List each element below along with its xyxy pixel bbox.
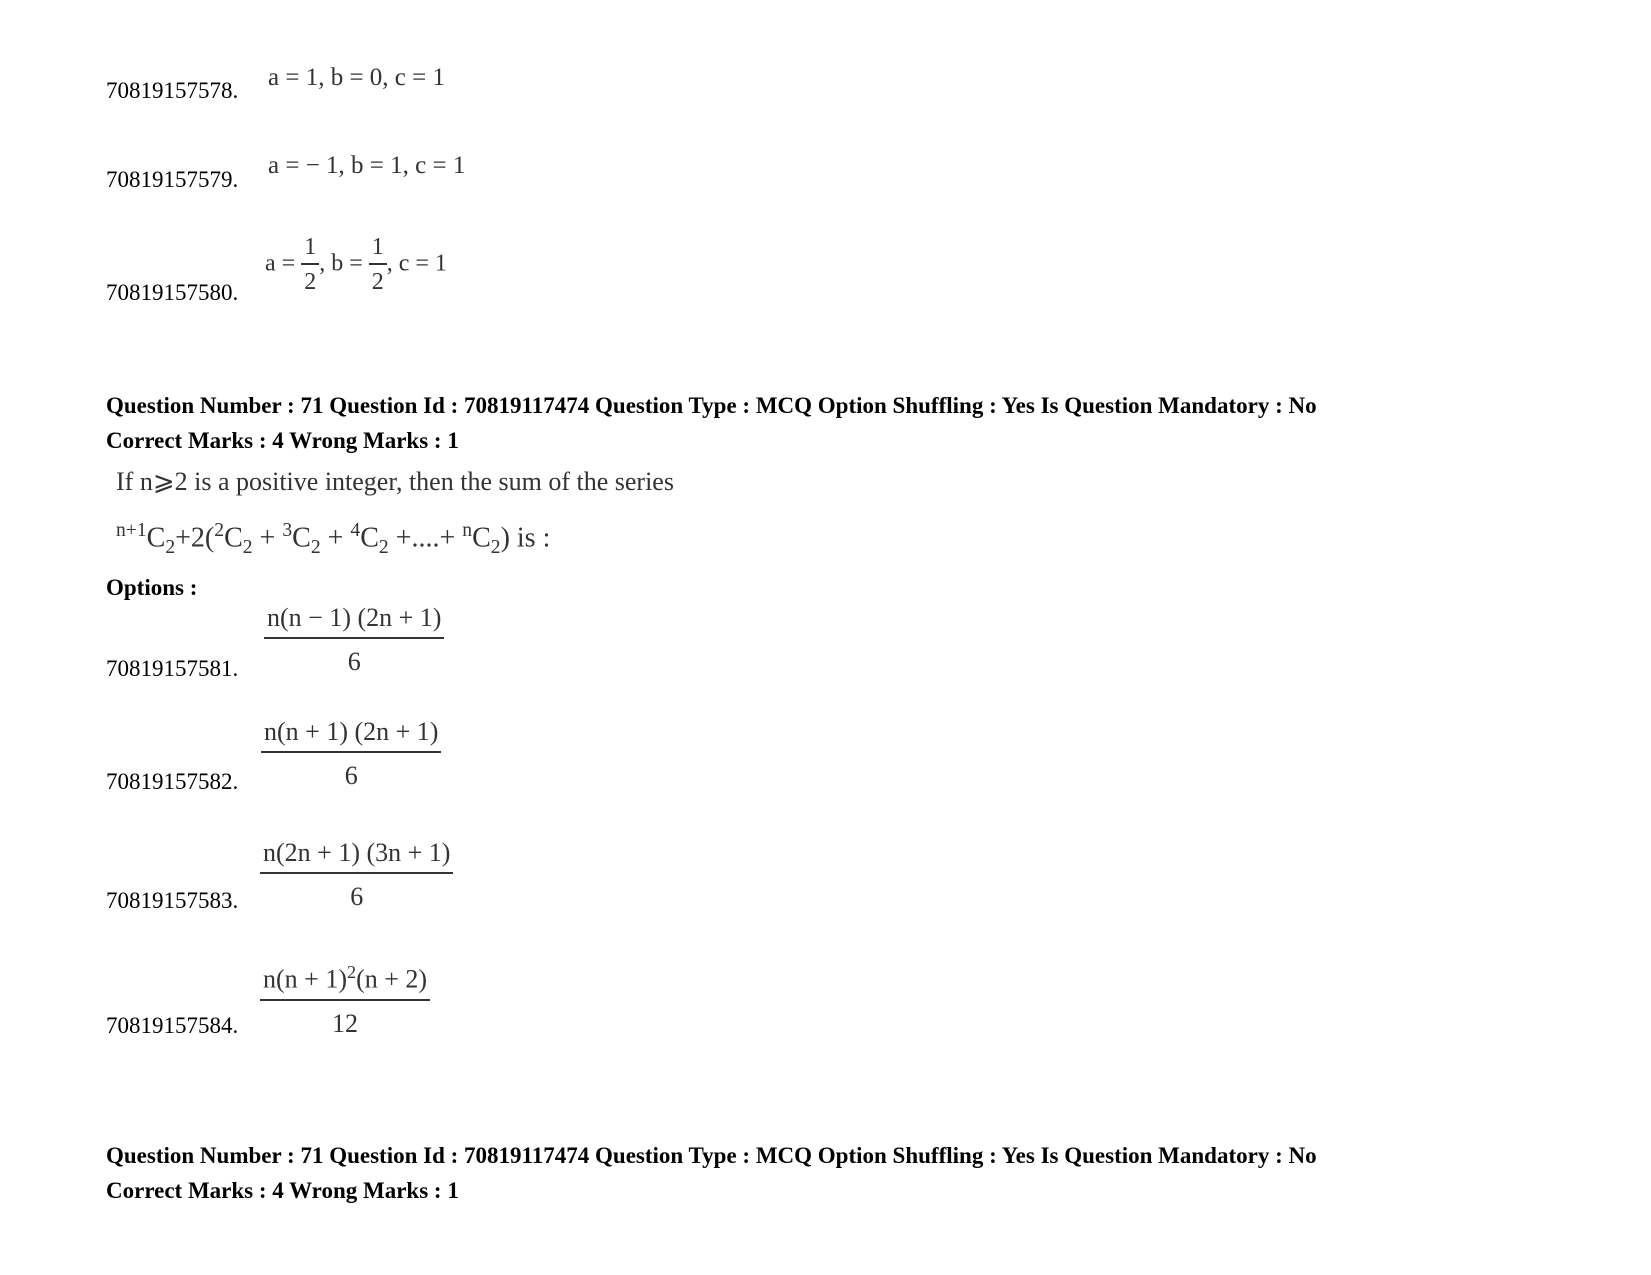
sub: 2 xyxy=(378,536,389,558)
c: C xyxy=(360,522,379,554)
question-header: Question Number : 71 Question Id : 70819117474 Question Type : MCQ Option Shuffling : Yes Is Question Mandatory : No xyxy=(106,393,1317,418)
question-header: Question Number : 71 Question Id : 70819117474 Question Type : MCQ Option Shuffling : Yes Is Question Mandatory : No xyxy=(106,1143,1317,1168)
options-label: Options : xyxy=(106,575,198,600)
option-fraction xyxy=(264,603,444,677)
expr-part: , b = xyxy=(319,250,363,277)
exponent: 2 xyxy=(346,962,357,982)
option-id: 70819157579. xyxy=(106,167,239,192)
c: C xyxy=(472,522,491,554)
numerator-part: (n + 2) xyxy=(356,964,428,994)
option-expression: a = − 1, b = 1, c = 1 xyxy=(268,152,466,179)
fraction-denominator: 2 xyxy=(304,269,317,295)
fraction-numerator: n(n + 1) (2n + 1) xyxy=(261,717,441,753)
fraction-denominator: 2 xyxy=(371,269,384,295)
option-fraction xyxy=(260,838,453,912)
expr-part: , c = 1 xyxy=(386,250,447,277)
question-marks: Correct Marks : 4 Wrong Marks : 1 xyxy=(106,1178,459,1203)
c: C xyxy=(146,522,166,554)
fraction-numerator: 1 xyxy=(301,234,319,265)
option-expression xyxy=(265,234,447,296)
c: C xyxy=(224,522,243,554)
question-series xyxy=(116,520,550,559)
sub: 2 xyxy=(490,536,501,558)
fraction-numerator: 1 xyxy=(369,234,387,265)
fraction xyxy=(301,234,319,296)
expr-part: a = xyxy=(265,250,296,277)
option-id: 70819157581. xyxy=(106,656,239,681)
op: ) is : xyxy=(500,522,551,554)
option-id: 70819157578. xyxy=(106,78,239,103)
option-id: 70819157583. xyxy=(106,888,239,913)
option-id: 70819157582. xyxy=(106,769,239,794)
op: + xyxy=(252,522,283,554)
sup: n+1 xyxy=(116,520,147,541)
fraction-denominator: 6 xyxy=(350,882,364,911)
op: +....+ xyxy=(388,522,463,554)
question-marks: Correct Marks : 4 Wrong Marks : 1 xyxy=(106,428,459,453)
option-id: 70819157580. xyxy=(106,280,239,305)
sup: 2 xyxy=(214,520,225,541)
fraction-denominator: 6 xyxy=(347,647,361,676)
option-fraction xyxy=(261,717,441,791)
sup: 3 xyxy=(282,520,293,541)
sup: n xyxy=(462,520,473,541)
sup: 4 xyxy=(350,520,361,541)
option-id: 70819157584. xyxy=(106,1013,239,1038)
fraction-numerator xyxy=(260,962,430,1001)
numerator-part: n(n + 1) xyxy=(263,964,347,994)
fraction-denominator: 6 xyxy=(344,761,358,790)
fraction xyxy=(369,234,387,296)
question-text: If n⩾2 is a positive integer, then the sum of the series xyxy=(116,467,674,496)
option-fraction xyxy=(260,962,430,1039)
option-expression: a = 1, b = 0, c = 1 xyxy=(268,64,445,91)
sub: 2 xyxy=(242,536,253,558)
sub: 2 xyxy=(310,536,321,558)
op: + xyxy=(320,522,351,554)
fraction-numerator: n(n − 1) (2n + 1) xyxy=(264,603,444,639)
sub: 2 xyxy=(165,536,176,558)
fraction-denominator: 12 xyxy=(332,1008,359,1038)
fraction-numerator: n(2n + 1) (3n + 1) xyxy=(260,838,453,874)
op: +2( xyxy=(175,522,215,554)
c: C xyxy=(292,522,311,554)
